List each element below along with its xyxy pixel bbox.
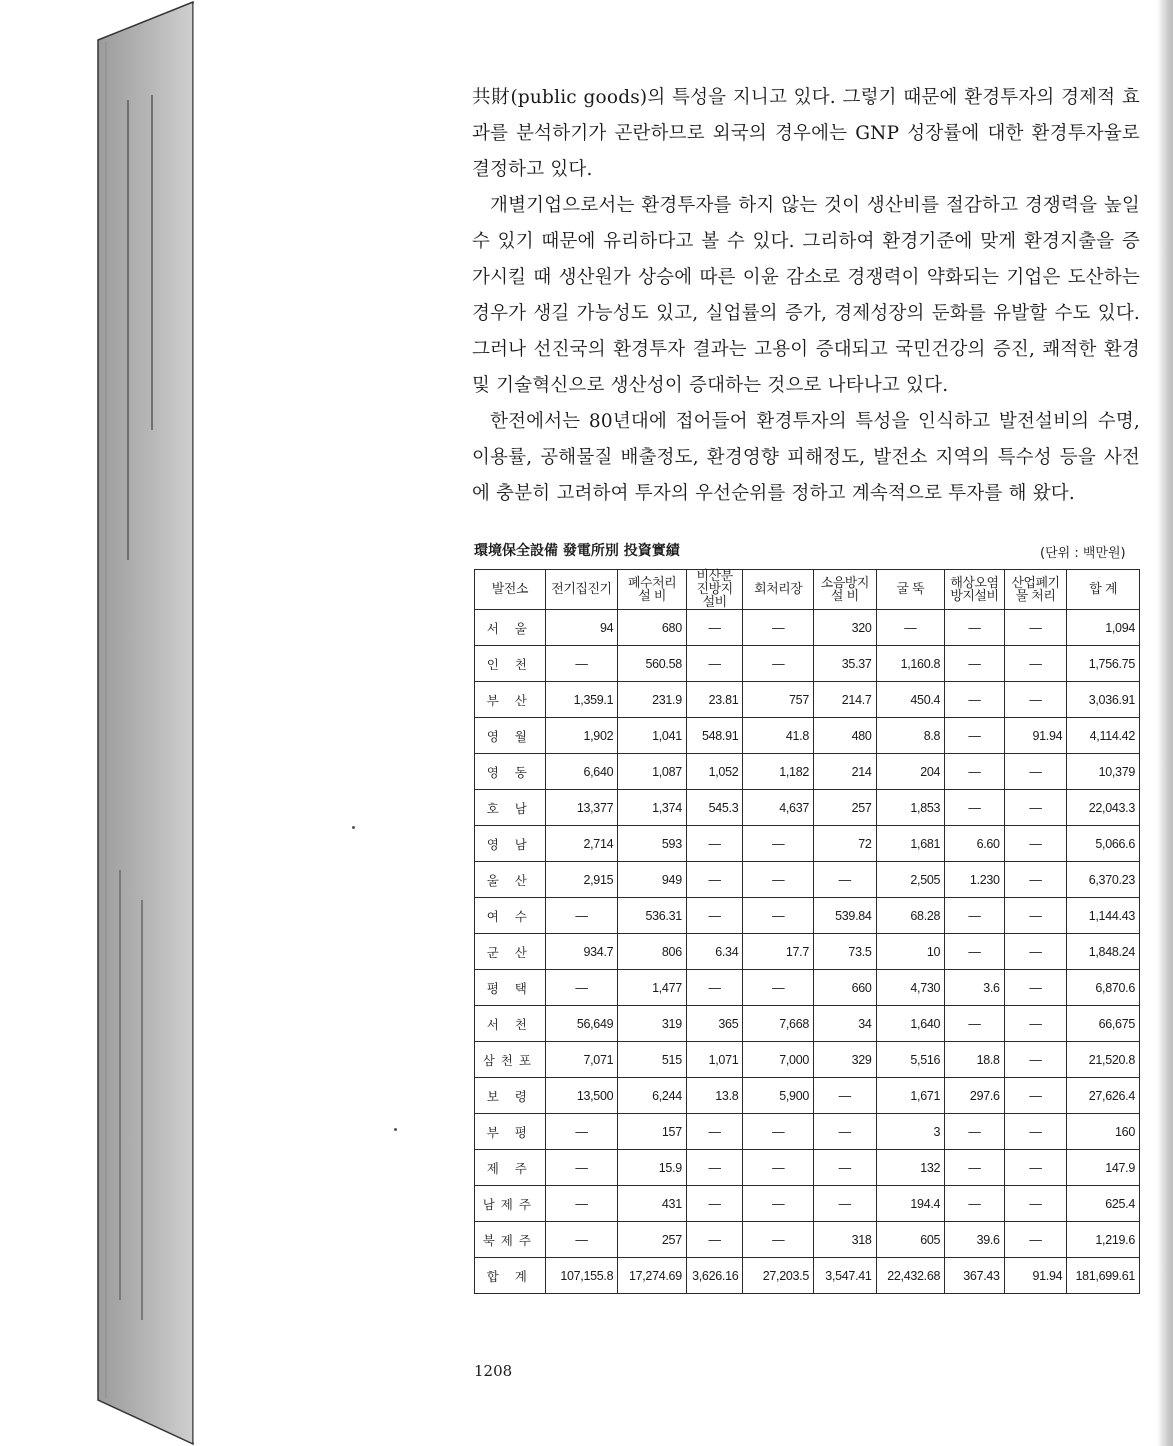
value-cell: 757 [743, 682, 814, 718]
value-cell: — [743, 610, 814, 646]
value-cell: 3.6 [945, 970, 1005, 1006]
table-row [475, 1114, 1140, 1150]
value-cell: — [1004, 754, 1067, 790]
value-cell: — [1004, 1222, 1067, 1258]
table-row [475, 1006, 1140, 1042]
table-row [475, 646, 1140, 682]
table-row [475, 934, 1140, 970]
value-cell: 34 [814, 1006, 877, 1042]
header-cell: 산업폐기물 처리 [1004, 570, 1067, 610]
plant-name-cell: 북제주 [475, 1222, 546, 1258]
value-cell: 6,640 [545, 754, 618, 790]
value-cell: — [545, 1150, 618, 1186]
value-cell: — [743, 1186, 814, 1222]
table-row [475, 1042, 1140, 1078]
value-cell: — [945, 790, 1005, 826]
value-cell: 41.8 [743, 718, 814, 754]
value-cell: 66,675 [1067, 1006, 1140, 1042]
value-cell: 1,902 [545, 718, 618, 754]
value-cell: — [1004, 934, 1067, 970]
header-cell: 폐수처리설 비 [618, 570, 687, 610]
value-cell: — [686, 1114, 743, 1150]
value-cell: 194.4 [876, 1186, 945, 1222]
value-cell: — [945, 754, 1005, 790]
table-row [475, 898, 1140, 934]
table-row [475, 1186, 1140, 1222]
value-cell: 1,087 [618, 754, 687, 790]
value-cell: 560.58 [618, 646, 687, 682]
header-cell: 회처리장 [743, 570, 814, 610]
value-cell: 257 [618, 1222, 687, 1258]
value-cell: 1,182 [743, 754, 814, 790]
table-row [475, 826, 1140, 862]
value-cell: — [945, 1006, 1005, 1042]
value-cell: — [743, 646, 814, 682]
value-cell: 5,516 [876, 1042, 945, 1078]
body-text [472, 80, 1140, 512]
plant-name-cell: 여 수 [475, 898, 546, 934]
value-cell: 6.34 [686, 934, 743, 970]
value-cell: 680 [618, 610, 687, 646]
plant-name-cell: 서 천 [475, 1006, 546, 1042]
value-cell: — [1004, 682, 1067, 718]
value-cell: — [743, 1114, 814, 1150]
value-cell: 3,036.91 [1067, 682, 1140, 718]
table-unit: (단위 : 백만원) [1040, 546, 1126, 561]
header-cell: 합 계 [1067, 570, 1140, 610]
value-cell: — [945, 898, 1005, 934]
value-cell: 1,094 [1067, 610, 1140, 646]
value-cell: 806 [618, 934, 687, 970]
value-cell: — [814, 1150, 877, 1186]
header-cell: 비산분진방지설비 [686, 570, 743, 610]
value-cell: 15.9 [618, 1150, 687, 1186]
value-cell: — [814, 1078, 877, 1114]
value-cell: 4,730 [876, 970, 945, 1006]
value-cell: 10 [876, 934, 945, 970]
header-cell: 굴 뚝 [876, 570, 945, 610]
table-row [475, 610, 1140, 646]
value-cell: — [1004, 610, 1067, 646]
value-cell: — [945, 718, 1005, 754]
value-cell: 6,370.23 [1067, 862, 1140, 898]
value-cell: — [743, 862, 814, 898]
value-cell: — [814, 1114, 877, 1150]
value-cell: — [814, 862, 877, 898]
value-cell: 1,640 [876, 1006, 945, 1042]
value-cell: 605 [876, 1222, 945, 1258]
header-cell: 소음방지설 비 [814, 570, 877, 610]
paragraph-1: 共財(public goods)의 특성을 지니고 있다. 그렇기 때문에 환경투자의 경제적 효과를 분석하기가 곤란하므로 외국의 경우에는 GNP 성장률에 대한 환경투자율로 결정하고 있다. [472, 87, 1140, 180]
plant-name-cell: 서 울 [475, 610, 546, 646]
value-cell: 625.4 [1067, 1186, 1140, 1222]
value-cell: 68.28 [876, 898, 945, 934]
value-cell: — [743, 826, 814, 862]
value-cell: — [686, 1222, 743, 1258]
value-cell: — [743, 1222, 814, 1258]
value-cell: 13,377 [545, 790, 618, 826]
value-cell: 10,379 [1067, 754, 1140, 790]
value-cell: 214 [814, 754, 877, 790]
value-cell: 132 [876, 1150, 945, 1186]
value-cell: 548.91 [686, 718, 743, 754]
value-cell: 91.94 [1004, 1258, 1067, 1294]
value-cell: 450.4 [876, 682, 945, 718]
paragraph-2: 개별기업으로서는 환경투자를 하지 않는 것이 생산비를 절감하고 경쟁력을 높일 수 있기 때문에 유리하다고 볼 수 있다. 그리하여 환경기준에 맞게 환경지출을 증가시킬 때 생산원가 상승에 따른 이윤 감소로 경쟁력이 약화되는 기업은 도산하는 경우가 생길 가능성도 있고, 실업률의 증가, 경제성장의 둔화를 유발할 수도 있다. 그러나 선진국의 환경투자 결과는 고용이 증대되고 국민건강의 증진, 쾌적한 환경 및 기술혁신으로 생산성이 증대하는 것으로 나타나고 있다. [472, 195, 1140, 396]
value-cell: 319 [618, 1006, 687, 1042]
value-cell: 318 [814, 1222, 877, 1258]
value-cell: — [1004, 1006, 1067, 1042]
value-cell: 1,041 [618, 718, 687, 754]
header-cell: 해상오염방지설비 [945, 570, 1005, 610]
value-cell: 6.60 [945, 826, 1005, 862]
value-cell: 1,756.75 [1067, 646, 1140, 682]
value-cell: — [743, 898, 814, 934]
value-cell: — [945, 1114, 1005, 1150]
value-cell: 1,052 [686, 754, 743, 790]
value-cell: 7,000 [743, 1042, 814, 1078]
plant-name-cell: 평 택 [475, 970, 546, 1006]
page-edge-shadow [1157, 0, 1173, 1446]
value-cell: 5,900 [743, 1078, 814, 1114]
value-cell: — [686, 610, 743, 646]
value-cell: — [686, 826, 743, 862]
table-row [475, 862, 1140, 898]
value-cell: 4,637 [743, 790, 814, 826]
value-cell: 18.8 [945, 1042, 1005, 1078]
value-cell: 3,547.41 [814, 1258, 877, 1294]
value-cell: 72 [814, 826, 877, 862]
value-cell: 660 [814, 970, 877, 1006]
value-cell: 35.37 [814, 646, 877, 682]
value-cell: — [545, 1114, 618, 1150]
value-cell: 1,144.43 [1067, 898, 1140, 934]
value-cell: — [1004, 1150, 1067, 1186]
value-cell: — [876, 610, 945, 646]
value-cell: 365 [686, 1006, 743, 1042]
value-cell: 515 [618, 1042, 687, 1078]
value-cell: — [545, 898, 618, 934]
value-cell: 27,203.5 [743, 1258, 814, 1294]
value-cell: — [1004, 1114, 1067, 1150]
value-cell: 1,374 [618, 790, 687, 826]
value-cell: 1,477 [618, 970, 687, 1006]
table-row [475, 1258, 1140, 1294]
plant-name-cell: 남제주 [475, 1186, 546, 1222]
value-cell: — [1004, 1078, 1067, 1114]
value-cell: 181,699.61 [1067, 1258, 1140, 1294]
value-cell: 4,114.42 [1067, 718, 1140, 754]
value-cell: — [945, 1150, 1005, 1186]
plant-name-cell: 부 평 [475, 1114, 546, 1150]
value-cell: 7,071 [545, 1042, 618, 1078]
plant-name-cell: 영 남 [475, 826, 546, 862]
value-cell: 934.7 [545, 934, 618, 970]
value-cell: 949 [618, 862, 687, 898]
table-row [475, 970, 1140, 1006]
table-row [475, 1150, 1140, 1186]
value-cell: — [1004, 1042, 1067, 1078]
plant-name-cell: 합 계 [475, 1258, 546, 1294]
value-cell: — [545, 970, 618, 1006]
value-cell: — [1004, 898, 1067, 934]
value-cell: 231.9 [618, 682, 687, 718]
value-cell: 17.7 [743, 934, 814, 970]
value-cell: 56,649 [545, 1006, 618, 1042]
plant-name-cell: 인 천 [475, 646, 546, 682]
book-spine [96, 0, 196, 1446]
value-cell: 367.43 [945, 1258, 1005, 1294]
value-cell: — [945, 610, 1005, 646]
value-cell: 204 [876, 754, 945, 790]
value-cell: — [1004, 826, 1067, 862]
value-cell: — [743, 970, 814, 1006]
value-cell: — [814, 1186, 877, 1222]
value-cell: 1.230 [945, 862, 1005, 898]
value-cell: 91.94 [1004, 718, 1067, 754]
value-cell: 22,043.3 [1067, 790, 1140, 826]
plant-name-cell: 보 령 [475, 1078, 546, 1114]
value-cell: 8.8 [876, 718, 945, 754]
value-cell: 431 [618, 1186, 687, 1222]
plant-name-cell: 울 산 [475, 862, 546, 898]
value-cell: 23.81 [686, 682, 743, 718]
value-cell: 329 [814, 1042, 877, 1078]
value-cell: — [1004, 790, 1067, 826]
value-cell: 3,626.16 [686, 1258, 743, 1294]
value-cell: 17,274.69 [618, 1258, 687, 1294]
value-cell: — [1004, 1186, 1067, 1222]
value-cell: 214.7 [814, 682, 877, 718]
table-row [475, 718, 1140, 754]
table-body [475, 610, 1140, 1294]
value-cell: 2,714 [545, 826, 618, 862]
value-cell: — [686, 970, 743, 1006]
table-row [475, 1078, 1140, 1114]
value-cell: — [686, 862, 743, 898]
table-title: 環境保全設備 發電所別 投資實績 [474, 543, 680, 559]
value-cell: 257 [814, 790, 877, 826]
value-cell: 1,359.1 [545, 682, 618, 718]
value-cell: 157 [618, 1114, 687, 1150]
table-row [475, 754, 1140, 790]
value-cell: — [1004, 862, 1067, 898]
header-cell: 전기집진기 [545, 570, 618, 610]
value-cell: 73.5 [814, 934, 877, 970]
value-cell: — [686, 1150, 743, 1186]
value-cell: — [945, 934, 1005, 970]
value-cell: 22,432.68 [876, 1258, 945, 1294]
table-row [475, 682, 1140, 718]
value-cell: — [686, 898, 743, 934]
value-cell: 536.31 [618, 898, 687, 934]
value-cell: — [945, 646, 1005, 682]
value-cell: 1,071 [686, 1042, 743, 1078]
value-cell: 2,505 [876, 862, 945, 898]
value-cell: 1,853 [876, 790, 945, 826]
investment-table [474, 569, 1140, 1294]
value-cell: 1,671 [876, 1078, 945, 1114]
value-cell: 480 [814, 718, 877, 754]
paragraph-3: 한전에서는 80년대에 접어들어 환경투자의 특성을 인식하고 발전설비의 수명, 이용률, 공해물질 배출정도, 환경영향 피해정도, 발전소 지역의 특수성 등을 사전에 충분히 고려하여 투자의 우선순위를 정하고 계속적으로 투자를 해 왔다. [472, 411, 1140, 504]
value-cell: 1,160.8 [876, 646, 945, 682]
plant-name-cell: 군 산 [475, 934, 546, 970]
table-row [475, 790, 1140, 826]
value-cell: — [686, 646, 743, 682]
header-cell: 발전소 [475, 570, 546, 610]
table-row [475, 1222, 1140, 1258]
plant-name-cell: 영 동 [475, 754, 546, 790]
value-cell: 6,244 [618, 1078, 687, 1114]
value-cell: — [945, 682, 1005, 718]
value-cell: 545.3 [686, 790, 743, 826]
plant-name-cell: 영 월 [475, 718, 546, 754]
value-cell: 593 [618, 826, 687, 862]
table-header-row [475, 570, 1140, 610]
value-cell: 320 [814, 610, 877, 646]
value-cell: 147.9 [1067, 1150, 1140, 1186]
value-cell: 39.6 [945, 1222, 1005, 1258]
page-number: 1208 [474, 1362, 513, 1380]
plant-name-cell: 삼천포 [475, 1042, 546, 1078]
value-cell: — [1004, 646, 1067, 682]
plant-name-cell: 호 남 [475, 790, 546, 826]
value-cell: — [686, 1186, 743, 1222]
value-cell: — [545, 1186, 618, 1222]
value-cell: 160 [1067, 1114, 1140, 1150]
value-cell: 539.84 [814, 898, 877, 934]
value-cell: 2,915 [545, 862, 618, 898]
value-cell: 13.8 [686, 1078, 743, 1114]
value-cell: — [945, 1186, 1005, 1222]
value-cell: 297.6 [945, 1078, 1005, 1114]
value-cell: 5,066.6 [1067, 826, 1140, 862]
value-cell: 7,668 [743, 1006, 814, 1042]
value-cell: 1,219.6 [1067, 1222, 1140, 1258]
value-cell: — [545, 1222, 618, 1258]
value-cell: — [743, 1150, 814, 1186]
value-cell: — [545, 646, 618, 682]
value-cell: — [1004, 970, 1067, 1006]
value-cell: 1,681 [876, 826, 945, 862]
value-cell: 1,848.24 [1067, 934, 1140, 970]
scan-speck [352, 826, 355, 829]
scan-speck [394, 1128, 397, 1131]
value-cell: 27,626.4 [1067, 1078, 1140, 1114]
value-cell: 21,520.8 [1067, 1042, 1140, 1078]
plant-name-cell: 제 주 [475, 1150, 546, 1186]
value-cell: 6,870.6 [1067, 970, 1140, 1006]
plant-name-cell: 부 산 [475, 682, 546, 718]
value-cell: 13,500 [545, 1078, 618, 1114]
value-cell: 94 [545, 610, 618, 646]
value-cell: 3 [876, 1114, 945, 1150]
value-cell: 107,155.8 [545, 1258, 618, 1294]
